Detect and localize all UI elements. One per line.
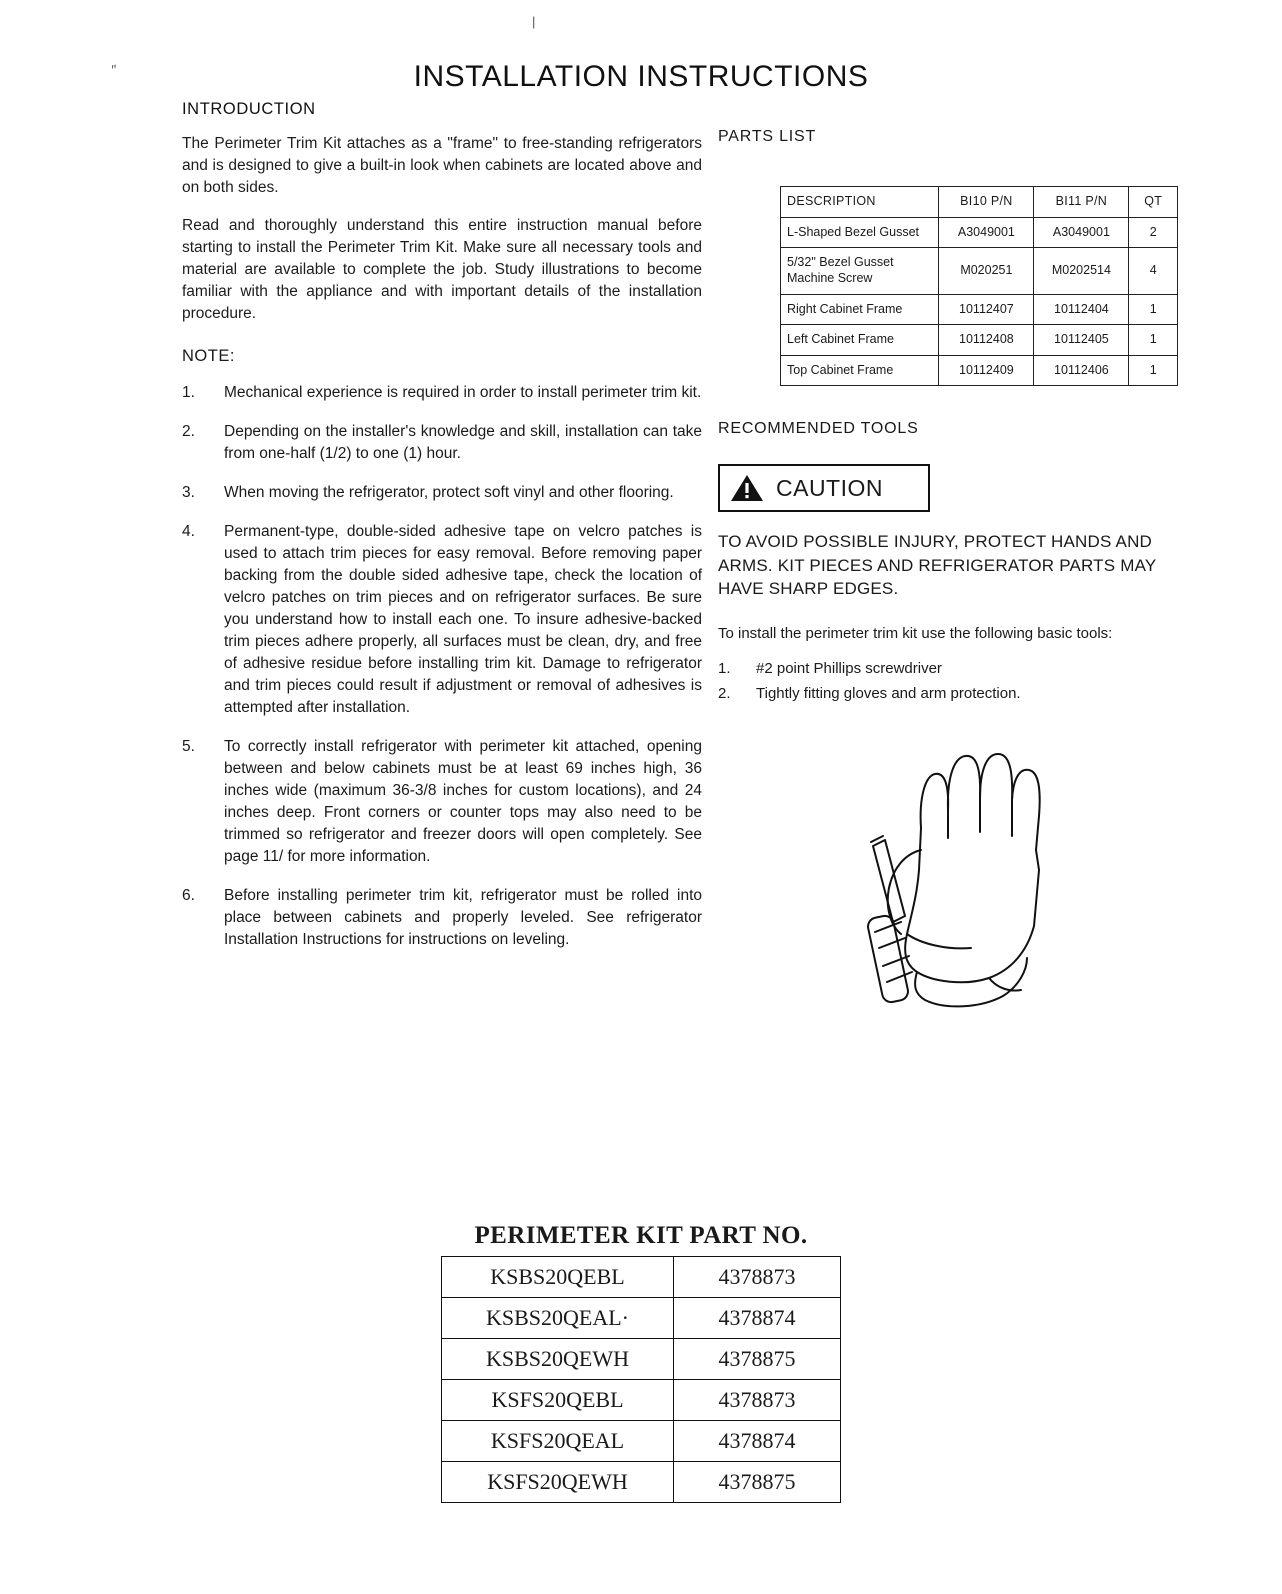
parts-list-table (780, 186, 1178, 386)
table-row (442, 1462, 841, 1503)
note-item-text: Permanent-type, double-sided adhesive tape on velcro patches is used to attach trim pieces for easy removal. Before removing paper backing from the double sided adhesive tape, check the location of velcro patches on trim pieces and on refrigerator surfaces. Be sure you understand how to install each one. To insure adhesive-backed trim pieces adhere properly, all surfaces must be clean, dry, and free of adhesive residue before installing trim kit. Damage to refrigerator and trim pieces could result if adjustment or removal of adhesives is attempted after installation. (224, 523, 702, 716)
table-row (781, 248, 1178, 294)
tool-item-number: 1. (718, 659, 731, 677)
tool-item-text: #2 point Phillips screwdriver (756, 659, 942, 677)
cell-bi10: 10112407 (939, 294, 1034, 325)
cell-description: Left Cabinet Frame (781, 325, 939, 356)
cell-model: KSFS20QEWH (442, 1462, 674, 1503)
column-header-description: DESCRIPTION (781, 187, 939, 218)
note-item-number: 5. (182, 738, 195, 755)
introduction-paragraph-2: Read and thoroughly understand this entire instruction manual before starting to install the Perimeter Trim Kit. Make sure all necessary tools and material are available to complete the job. Study illustrations to become familiar with the appliance and with important details of the installation procedure. (182, 217, 702, 322)
note-item-number: 4. (182, 523, 195, 540)
note-item (182, 421, 702, 465)
screwdriver-and-glove-illustration (813, 720, 1188, 1025)
cell-part-number: 4378874 (674, 1421, 841, 1462)
caution-text: TO AVOID POSSIBLE INJURY, PROTECT HANDS AND ARMS. KIT PIECES AND REFRIGERATOR PARTS MAY HAVE SHARP EDGES. (718, 532, 1157, 599)
parts-list-heading: PARTS LIST (718, 128, 817, 145)
note-item-number: 2. (182, 423, 195, 440)
table-row (781, 325, 1178, 356)
page-corner-mark: ′′ (110, 61, 119, 78)
note-item-text: When moving the refrigerator, protect soft vinyl and other flooring. (224, 484, 674, 501)
warning-triangle-icon (730, 473, 764, 503)
note-item-number: 3. (182, 484, 195, 501)
cell-model: KSBS20QEWH (442, 1339, 674, 1380)
note-item-text: Before installing perimeter trim kit, refrigerator must be rolled into place between cabinets and properly leveled. See refrigerator Installation Instructions for instructions on leveling. (224, 887, 702, 948)
cell-qt: 4 (1129, 248, 1178, 294)
cell-bi11: 10112404 (1034, 294, 1129, 325)
note-item (182, 736, 702, 868)
caution-banner (718, 464, 930, 512)
note-item (182, 885, 702, 951)
table-row (442, 1380, 841, 1421)
note-item-number: 6. (182, 887, 195, 904)
perimeter-kit-title: PERIMETER KIT PART NO. (474, 1222, 808, 1249)
recommended-tools-heading: RECOMMENDED TOOLS (718, 420, 919, 438)
cell-model: KSBS20QEAL· (442, 1298, 674, 1339)
cell-model: KSBS20QEBL (442, 1257, 674, 1298)
tool-item-number: 2. (718, 684, 731, 702)
note-item-number: 1. (182, 384, 195, 401)
table-header-row (781, 187, 1178, 218)
cell-bi11: M0202514 (1034, 248, 1129, 294)
table-row (781, 294, 1178, 325)
cell-part-number: 4378873 (674, 1257, 841, 1298)
introduction-paragraph-1: The Perimeter Trim Kit attaches as a "frame" to free-standing refrigerators and is designed to give a built-in look when cabinets are located above and on both sides. (182, 135, 702, 196)
left-column (182, 100, 702, 968)
right-column (718, 128, 1188, 1025)
tool-item-text: Tightly fitting gloves and arm protection. (756, 684, 1021, 702)
tool-list-item (718, 685, 1188, 702)
tools-intro-text: To install the perimeter trim kit use the following basic tools: (718, 624, 1113, 642)
note-heading: NOTE: (182, 347, 235, 365)
note-item-text: Depending on the installer's knowledge and skill, installation can take from one-half (1/2) to one (1) hour. (224, 423, 702, 462)
cell-bi10: 10112408 (939, 325, 1034, 356)
tool-list-item (718, 660, 1188, 677)
table-row (442, 1339, 841, 1380)
column-header-bi10: BI10 P/N (939, 187, 1034, 218)
cell-qt: 1 (1129, 355, 1178, 386)
cell-part-number: 4378875 (674, 1339, 841, 1380)
column-header-bi11: BI11 P/N (1034, 187, 1129, 218)
cell-bi11: 10112406 (1034, 355, 1129, 386)
page-tick-mark: | (532, 14, 536, 29)
note-item (182, 482, 702, 504)
perimeter-kit-table (441, 1256, 841, 1503)
perimeter-kit-section (0, 1222, 1282, 1503)
note-item (182, 521, 702, 719)
cell-part-number: 4378874 (674, 1298, 841, 1339)
cell-bi10: M020251 (939, 248, 1034, 294)
table-row (442, 1298, 841, 1339)
cell-model: KSFS20QEAL (442, 1421, 674, 1462)
table-row (781, 217, 1178, 248)
note-item (182, 382, 702, 404)
cell-qt: 2 (1129, 217, 1178, 248)
table-row (442, 1421, 841, 1462)
cell-description: 5/32" Bezel Gusset Machine Screw (781, 248, 939, 294)
cell-description: Top Cabinet Frame (781, 355, 939, 386)
cell-part-number: 4378875 (674, 1462, 841, 1503)
introduction-heading: INTRODUCTION (182, 100, 316, 118)
cell-bi11: 10112405 (1034, 325, 1129, 356)
cell-description: L-Shaped Bezel Gusset (781, 217, 939, 248)
cell-bi10: 10112409 (939, 355, 1034, 386)
table-row (442, 1257, 841, 1298)
cell-qt: 1 (1129, 325, 1178, 356)
table-row (781, 355, 1178, 386)
page-title: INSTALLATION INSTRUCTIONS (413, 60, 869, 93)
note-item-text: To correctly install refrigerator with perimeter kit attached, opening between and below cabinets must be at least 69 inches high, 36 inches wide (maximum 36-3/8 inches for custom locations), and 24 inches deep. Front corners or counter tops may also need to be trimmed so refrigerator and freezer doors will open completely. See page 11/ for more information. (224, 738, 702, 865)
cell-bi11: A3049001 (1034, 217, 1129, 248)
column-header-qt: QT (1129, 187, 1178, 218)
cell-part-number: 4378873 (674, 1380, 841, 1421)
cell-qt: 1 (1129, 294, 1178, 325)
note-item-text: Mechanical experience is required in order to install perimeter trim kit. (224, 384, 702, 401)
cell-model: KSFS20QEBL (442, 1380, 674, 1421)
cell-description: Right Cabinet Frame (781, 294, 939, 325)
caution-label: CAUTION (776, 474, 883, 501)
cell-bi10: A3049001 (939, 217, 1034, 248)
note-list (182, 382, 702, 951)
